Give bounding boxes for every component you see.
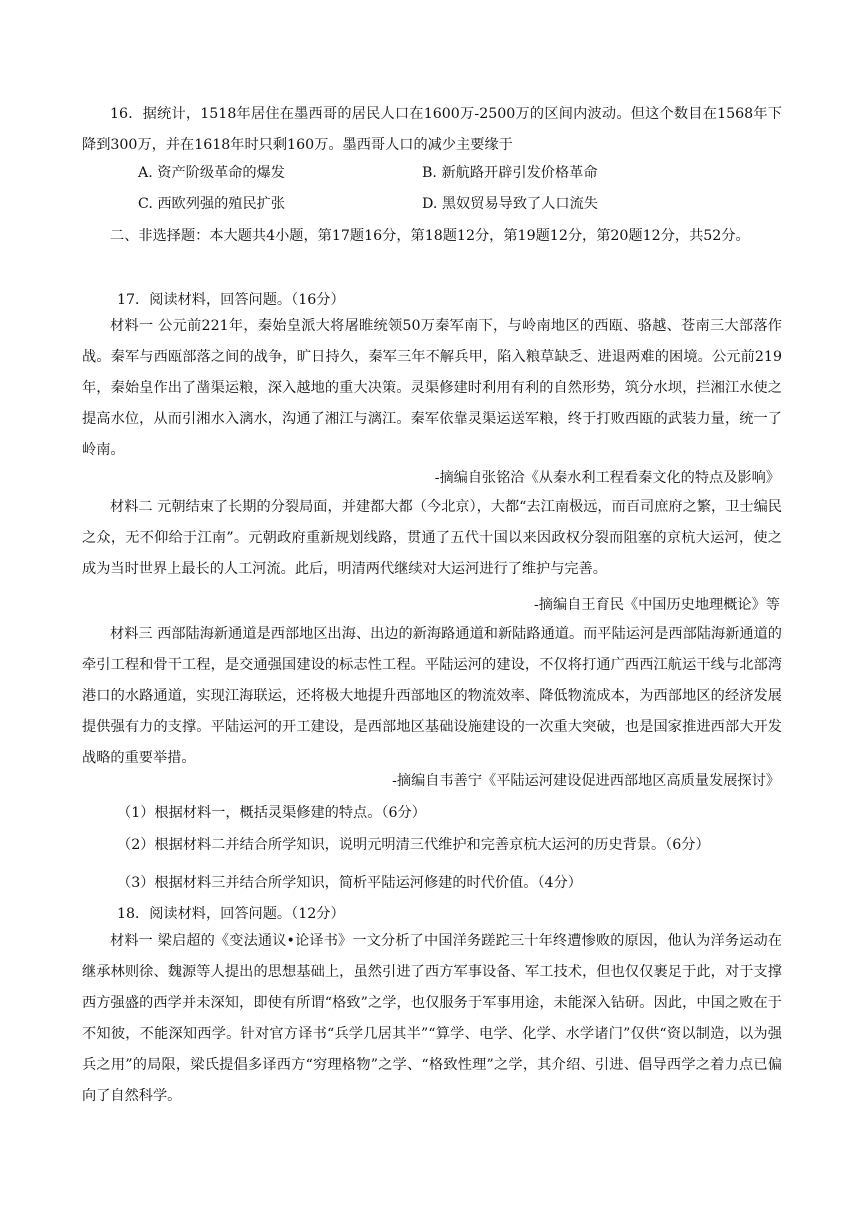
- question-18-title: 18．阅读材料，回答问题。（12分）: [117, 906, 345, 922]
- option-c: C. 西欧列强的殖民扩张: [138, 196, 286, 212]
- q17-source-3: -摘编自韦善宁《平陆运河建设促进西部地区高质量发展探讨》: [392, 773, 780, 789]
- q17-material-2: 材料二 元朝结束了长期的分裂局面，并建都大都（今北京），大都“去江南极远，而百司庶府之繁，卫士编民之众，无不仰给于江南”。元朝政府重新规划线路，贯通了五代十国以来因政权分裂而阻塞的京杭大运河，使之成为当时世界上最长的人工河流。此后，明清两代继续对大运河进行了维护与完善。: [82, 499, 782, 577]
- q18-material-1: 材料一 梁启超的《变法通议•论译书》一文分析了中国洋务蹉跎三十年终遭惨败的原因，他认为洋务运动在继承林则徐、魏源等人提出的思想基础上，虽然引进了西方军事设备、军工技术，但也仅仅裹足于此，对于支撑西方强盛的西学并未深知，即使有所谓“格致”之学，也仅服务于军事用途，未能深入钻研。因此，中国之败在于不知彼，不能深知西学。针对官方译书“兵学几居其半”“算学、电学、化学、水学诸门”仅供“资以制造，以为强兵之用”的局限，梁氏提倡多译西方“穷理格物”之学、“格致性理”之学，其介绍、引进、倡导西学之着力点已偏向了自然科学。: [82, 933, 782, 1104]
- q17-sub-question-1: （1）根据材料一，概括灵渠修建的特点。（6分）: [117, 805, 426, 821]
- q17-material-1: 材料一 公元前221年，秦始皇派大将屠睢统领50万秦军南下，与岭南地区的西瓯、骆越、苍南三大部落作战。秦军与西瓯部落之间的战争，旷日持久，秦军三年不解兵甲，陷入粮草缺乏、进退两难的困境。公元前219年，秦始皇作出了凿渠运粮，深入越地的重大决策。灵渠修建时利用有利的自然形势，筑分水坝，拦湘江水使之提高水位，从而引湘水入漓水，沟通了湘江与漓江。秦军依靠灵渠运送军粮，终于打败西瓯的武装力量，统一了岭南。: [82, 318, 782, 458]
- option-d: D. 黑奴贸易导致了人口流失: [422, 196, 598, 212]
- q17-source-2: -摘编自王育民《中国历史地理概论》等: [534, 597, 780, 613]
- section-heading: 二、非选择题：本大题共4小题，第17题16分，第18题12分，第19题12分，第20题12分，共52分。: [110, 228, 750, 244]
- question-16-stem: 16．据统计，1518年居住在墨西哥的居民人口在1600万-2500万的区间内波动。但这个数目在1568年下降到300万，并在1618年时只剩160万。墨西哥人口的减少主要缘于: [82, 106, 782, 153]
- q17-source-1: -摘编自张铭洽《从秦水利工程看秦文化的特点及影响》: [434, 470, 780, 486]
- question-17-title: 17．阅读材料，回答问题。（16分）: [117, 292, 345, 308]
- option-b: B. 新航路开辟引发价格革命: [422, 165, 598, 181]
- q17-sub-question-2: （2）根据材料二并结合所学知识，说明元明清三代维护和完善京杭大运河的历史背景。（6分）: [117, 837, 710, 853]
- q17-sub-question-3: （3）根据材料三并结合所学知识，简析平陆运河修建的时代价值。（4分）: [117, 875, 582, 891]
- option-a: A. 资产阶级革命的爆发: [138, 165, 285, 181]
- q17-material-3: 材料三 西部陆海新通道是西部地区出海、出边的新海路通道和新陆路通道。而平陆运河是西部陆海新通道的牵引工程和骨干工程，是交通强国建设的标志性工程。平陆运河的建设，不仅将打通广西西江航运干线与北部湾港口的水路通道，实现江海联运，还将极大地提升西部地区的物流效率、降低物流成本，为西部地区的经济发展提供强有力的支撑。平陆运河的开工建设，是西部地区基础设施建设的一次重大突破，也是国家推进西部大开发战略的重要举措。: [82, 626, 782, 766]
